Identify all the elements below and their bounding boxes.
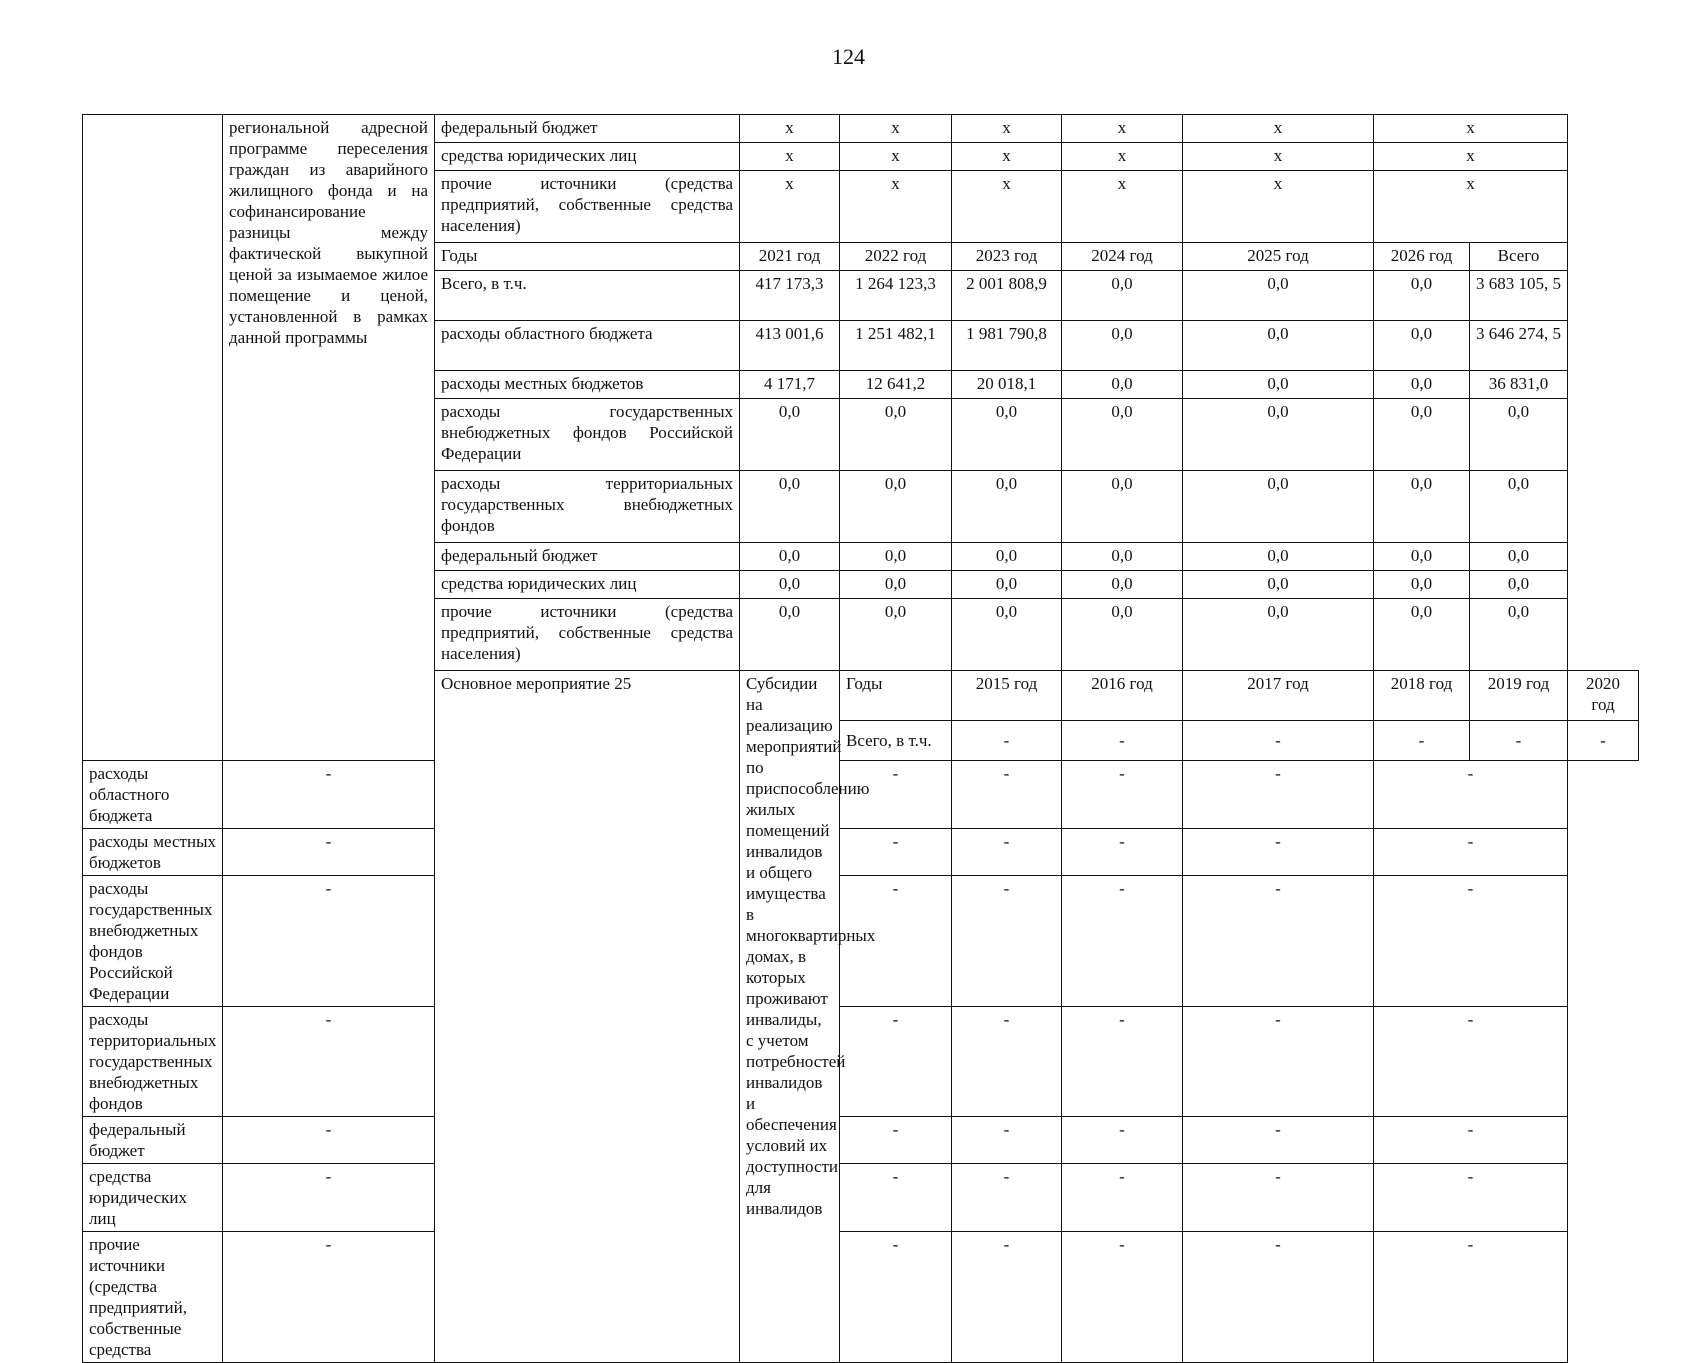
value-cell: 0,0 <box>952 543 1062 571</box>
value-cell: - <box>840 1007 952 1117</box>
value-cell: - <box>1062 721 1183 761</box>
measure-description: региональной адресной программе переселения граждан из аварийного жилищного фонда и на софинансирование разницы между фактической выкупной ценой за изымаемое жилое помещение и ценой, установленной в рамках данной программы <box>223 115 435 761</box>
value-cell: - <box>223 761 435 829</box>
year-header: 2026 год <box>1374 243 1470 271</box>
row-label: расходы территориальных государственных внебюджетных фондов <box>435 471 740 543</box>
value-cell: - <box>840 876 952 1007</box>
value-cell: - <box>952 876 1062 1007</box>
value-cell: х <box>740 115 840 143</box>
value-cell: 36 831,0 <box>1470 371 1568 399</box>
value-cell: - <box>952 721 1062 761</box>
row-label: Всего, в т.ч. <box>435 271 740 321</box>
table-row <box>83 1117 1639 1164</box>
row-label: федеральный бюджет <box>83 1117 223 1164</box>
value-cell: 0,0 <box>1183 571 1374 599</box>
value-cell: - <box>1183 829 1374 876</box>
value-cell: х <box>1062 171 1183 243</box>
value-cell: - <box>223 1117 435 1164</box>
value-cell: х <box>1183 171 1374 243</box>
page-number: 124 <box>832 44 865 69</box>
value-cell: 0,0 <box>840 471 952 543</box>
value-cell: - <box>952 1232 1062 1363</box>
value-cell: - <box>1374 1007 1568 1117</box>
value-cell: - <box>1183 876 1374 1007</box>
value-cell: 0,0 <box>840 399 952 471</box>
value-cell: - <box>1062 1164 1183 1232</box>
value-cell: - <box>1568 721 1639 761</box>
value-cell: - <box>1374 1117 1568 1164</box>
measure-cell: Основное мероприятие 25 <box>435 671 740 1363</box>
value-cell: - <box>1470 721 1568 761</box>
value-cell: х <box>1374 115 1568 143</box>
measure-cell <box>83 115 223 761</box>
row-label: прочие источники (средства предприятий, собственные средства населения) <box>435 599 740 671</box>
row-label: расходы местных бюджетов <box>83 829 223 876</box>
row-label: расходы государственных внебюджетных фондов Российской Федерации <box>83 876 223 1007</box>
row-label: прочие источники (средства предприятий, собственные средства населения) <box>435 171 740 243</box>
row-label: расходы государственных внебюджетных фондов Российской Федерации <box>435 399 740 471</box>
value-cell: 2 001 808,9 <box>952 271 1062 321</box>
value-cell: - <box>1062 1007 1183 1117</box>
value-cell: 0,0 <box>740 571 840 599</box>
value-cell: 0,0 <box>952 599 1062 671</box>
value-cell: 0,0 <box>740 471 840 543</box>
value-cell: - <box>1183 761 1374 829</box>
value-cell: - <box>1183 721 1374 761</box>
years-label: Годы <box>435 243 740 271</box>
value-cell: 0,0 <box>1183 371 1374 399</box>
value-cell: 0,0 <box>1062 321 1183 371</box>
value-cell: х <box>840 171 952 243</box>
table-row <box>83 115 1639 143</box>
year-header: 2018 год <box>1374 671 1470 721</box>
value-cell: - <box>1374 1164 1568 1232</box>
value-cell: - <box>223 829 435 876</box>
value-cell: 0,0 <box>1183 543 1374 571</box>
row-label: средства юридических лиц <box>83 1164 223 1232</box>
value-cell: 0,0 <box>1062 543 1183 571</box>
value-cell: х <box>952 171 1062 243</box>
value-cell: 0,0 <box>840 599 952 671</box>
row-label: средства юридических лиц <box>435 571 740 599</box>
row-label: федеральный бюджет <box>435 115 740 143</box>
value-cell: 417 173,3 <box>740 271 840 321</box>
value-cell: 0,0 <box>1183 399 1374 471</box>
value-cell: 0,0 <box>840 571 952 599</box>
value-cell: 0,0 <box>1062 371 1183 399</box>
value-cell: х <box>1062 143 1183 171</box>
value-cell: - <box>1062 761 1183 829</box>
value-cell: 0,0 <box>1470 399 1568 471</box>
value-cell: - <box>223 1007 435 1117</box>
value-cell: 0,0 <box>1374 321 1470 371</box>
value-cell: 1 251 482,1 <box>840 321 952 371</box>
value-cell: - <box>1062 876 1183 1007</box>
value-cell: 0,0 <box>1374 399 1470 471</box>
year-header: Всего <box>1470 243 1568 271</box>
value-cell: 0,0 <box>1470 599 1568 671</box>
value-cell: 0,0 <box>1374 543 1470 571</box>
value-cell: х <box>840 115 952 143</box>
value-cell: 0,0 <box>740 399 840 471</box>
value-cell: 1 264 123,3 <box>840 271 952 321</box>
value-cell: 0,0 <box>1374 599 1470 671</box>
value-cell: 0,0 <box>1374 471 1470 543</box>
value-cell: 4 171,7 <box>740 371 840 399</box>
value-cell: 0,0 <box>740 543 840 571</box>
value-cell: 0,0 <box>1183 599 1374 671</box>
table-row <box>83 829 1639 876</box>
value-cell: 0,0 <box>1183 471 1374 543</box>
value-cell: - <box>223 876 435 1007</box>
row-label: федеральный бюджет <box>435 543 740 571</box>
year-header: 2015 год <box>952 671 1062 721</box>
row-label: Всего, в т.ч. <box>840 721 952 761</box>
value-cell: 0,0 <box>1062 399 1183 471</box>
value-cell: - <box>223 1232 435 1363</box>
year-header: 2017 год <box>1183 671 1374 721</box>
value-cell: 0,0 <box>1183 321 1374 371</box>
value-cell: х <box>840 143 952 171</box>
table-row <box>83 1007 1639 1117</box>
value-cell: - <box>223 1164 435 1232</box>
value-cell: - <box>840 1117 952 1164</box>
value-cell: 0,0 <box>952 471 1062 543</box>
value-cell: 1 981 790,8 <box>952 321 1062 371</box>
value-cell: 0,0 <box>1470 471 1568 543</box>
value-cell: 0,0 <box>1374 271 1470 321</box>
value-cell: - <box>1183 1117 1374 1164</box>
year-header: 2022 год <box>840 243 952 271</box>
value-cell: - <box>1374 876 1568 1007</box>
measure-description: Субсидии на реализацию мероприятий по приспособлению жилых помещений инвалидов и общего имущества в многоквартирных домах, в которых проживают инвалиды, с учетом потребностей инвалидов и обеспечения условий их доступности для инвалидов <box>740 671 840 1363</box>
value-cell: - <box>1062 1117 1183 1164</box>
value-cell: х <box>1374 171 1568 243</box>
value-cell: - <box>952 1007 1062 1117</box>
value-cell: 0,0 <box>952 399 1062 471</box>
row-label: прочие источники (средства предприятий, собственные средства <box>83 1232 223 1363</box>
value-cell: 0,0 <box>1183 271 1374 321</box>
value-cell: 0,0 <box>1374 571 1470 599</box>
value-cell: 0,0 <box>1062 271 1183 321</box>
value-cell: - <box>1374 721 1470 761</box>
value-cell: 413 001,6 <box>740 321 840 371</box>
row-label: расходы областного бюджета <box>83 761 223 829</box>
value-cell: - <box>952 761 1062 829</box>
value-cell: 0,0 <box>840 543 952 571</box>
table-row <box>83 1164 1639 1232</box>
year-header: 2016 год <box>1062 671 1183 721</box>
value-cell: 0,0 <box>1062 471 1183 543</box>
value-cell: - <box>952 1117 1062 1164</box>
value-cell: - <box>1374 761 1568 829</box>
year-header: 2020 год <box>1568 671 1639 721</box>
value-cell: х <box>1183 143 1374 171</box>
value-cell: - <box>1062 1232 1183 1363</box>
row-label: расходы местных бюджетов <box>435 371 740 399</box>
value-cell: 0,0 <box>1470 571 1568 599</box>
value-cell: х <box>952 115 1062 143</box>
value-cell: - <box>840 761 952 829</box>
value-cell: - <box>840 829 952 876</box>
value-cell: 20 018,1 <box>952 371 1062 399</box>
value-cell: х <box>740 143 840 171</box>
value-cell: 0,0 <box>1062 599 1183 671</box>
value-cell: - <box>952 1164 1062 1232</box>
value-cell: 0,0 <box>1470 543 1568 571</box>
year-header: 2021 год <box>740 243 840 271</box>
value-cell: - <box>840 1164 952 1232</box>
value-cell: - <box>1062 829 1183 876</box>
budget-table <box>82 114 1639 1363</box>
value-cell: - <box>840 1232 952 1363</box>
value-cell: х <box>952 143 1062 171</box>
row-label: расходы территориальных государственных внебюджетных фондов <box>83 1007 223 1117</box>
years-label: Годы <box>840 671 952 721</box>
value-cell: - <box>1183 1232 1374 1363</box>
table-row <box>83 1232 1639 1363</box>
value-cell: 0,0 <box>1374 371 1470 399</box>
year-header: 2024 год <box>1062 243 1183 271</box>
value-cell: - <box>1183 1164 1374 1232</box>
value-cell: - <box>952 829 1062 876</box>
value-cell: 0,0 <box>740 599 840 671</box>
value-cell: 0,0 <box>952 571 1062 599</box>
value-cell: - <box>1374 1232 1568 1363</box>
value-cell: х <box>1374 143 1568 171</box>
value-cell: 3 646 274, 5 <box>1470 321 1568 371</box>
value-cell: 12 641,2 <box>840 371 952 399</box>
value-cell: х <box>1062 115 1183 143</box>
year-header: 2025 год <box>1183 243 1374 271</box>
year-header: 2019 год <box>1470 671 1568 721</box>
row-label: средства юридических лиц <box>435 143 740 171</box>
value-cell: 0,0 <box>1062 571 1183 599</box>
row-label: расходы областного бюджета <box>435 321 740 371</box>
value-cell: 3 683 105, 5 <box>1470 271 1568 321</box>
value-cell: - <box>1374 829 1568 876</box>
value-cell: - <box>1183 1007 1374 1117</box>
value-cell: х <box>1183 115 1374 143</box>
value-cell: х <box>740 171 840 243</box>
year-header: 2023 год <box>952 243 1062 271</box>
